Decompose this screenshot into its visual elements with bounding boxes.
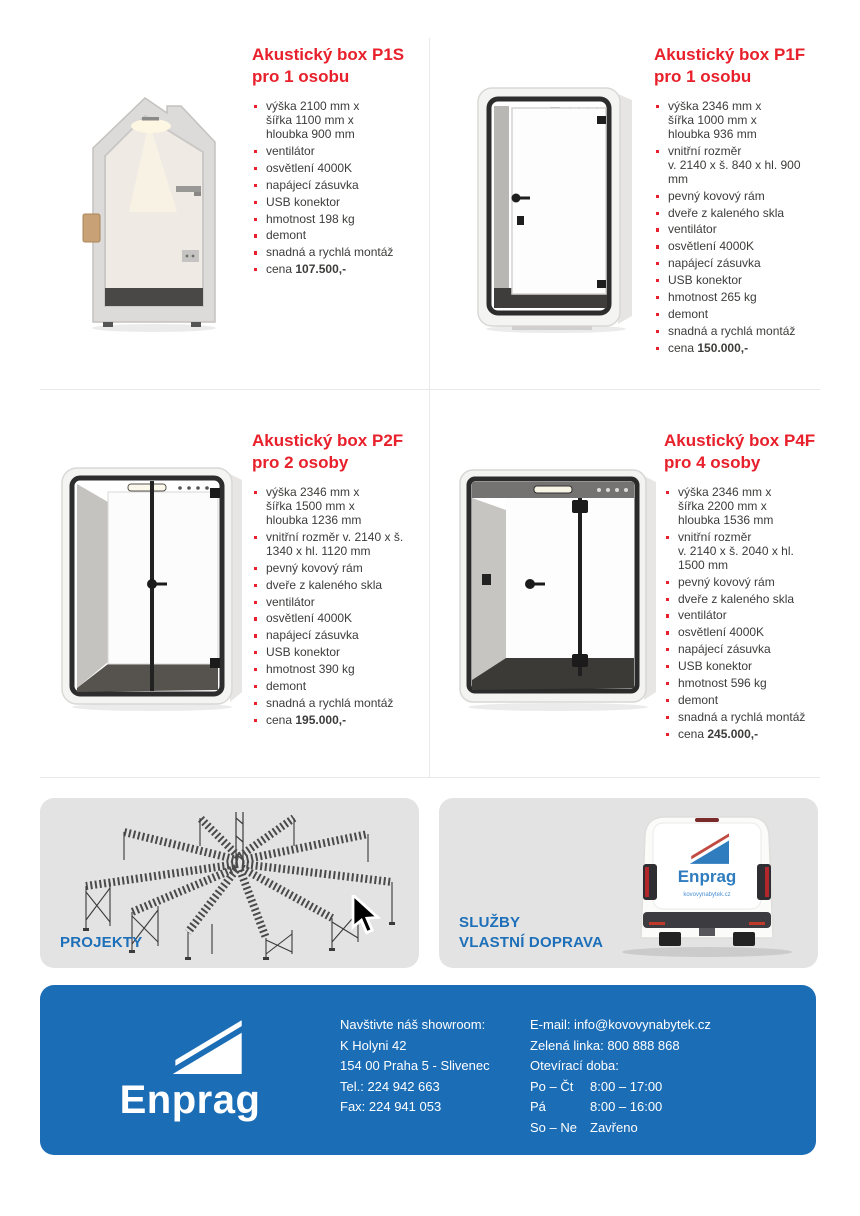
tile-projects[interactable]: [40, 798, 419, 968]
tile-services-label-line: SLUŽBY: [459, 914, 521, 931]
tile-services-label-line: VLASTNÍ DOPRAVA: [459, 933, 604, 951]
product-info: [252, 38, 430, 389]
product-feature: demont: [654, 308, 816, 322]
product-feature: dveře z kaleného skla: [654, 207, 816, 221]
product-feature: ventilátor: [252, 145, 426, 159]
booth-p1s-illustration: [79, 82, 229, 334]
product-feature: demont: [252, 680, 426, 694]
product-feature: výška 2346 mm x šířka 2200 mm x hloubka 1536 mm: [664, 486, 816, 528]
product-feature: napájecí zásuvka: [664, 643, 816, 657]
hours-row: Pá 8:00 – 16:00: [530, 1099, 663, 1115]
footer-showroom: [340, 985, 530, 1155]
product-feature: ventilátor: [252, 596, 426, 610]
product-feature: snadná a rychlá montáž: [664, 711, 816, 725]
footer-text-line: 154 00 Praha 5 - Slivenec: [340, 1058, 490, 1074]
product-feature: dveře z kaleného skla: [252, 579, 426, 593]
product-price: cena 107.500,-: [252, 263, 426, 277]
product-feature: hmotnost 596 kg: [664, 677, 816, 691]
product-info: [654, 38, 820, 389]
product-feature: USB konektor: [252, 646, 426, 660]
product-feature-list: [664, 486, 816, 742]
product-feature: hmotnost 265 kg: [654, 291, 816, 305]
product-feature: snadná a rychlá montáž: [654, 325, 816, 339]
product-feature: pevný kovový rám: [252, 562, 426, 576]
footer-text-line: Navštivte náš showroom:: [340, 1017, 486, 1032]
product-feature-list: [252, 486, 426, 728]
hours-row: Po – Čt 8:00 – 17:00: [530, 1078, 663, 1094]
product-feature: vnitřní rozměr v. 2140 x š. 2040 x hl. 1500 mm: [664, 531, 816, 573]
footer-contact-lines: [530, 1015, 816, 1077]
product-title: [654, 44, 816, 88]
product-price: cena 195.000,-: [252, 714, 426, 728]
product-title-line: pro 4 osoby: [664, 453, 761, 473]
product-feature: USB konektor: [664, 660, 816, 674]
product-image-p4f: [458, 390, 664, 777]
product-title: [252, 44, 426, 88]
product-feature: pevný kovový rám: [654, 190, 816, 204]
product-feature: osvětlení 4000K: [252, 612, 426, 626]
van-url-text: kovovynabytek.cz: [683, 892, 731, 898]
product-feature: výška 2346 mm x šířka 1000 mm x hloubka 936 mm: [654, 100, 816, 142]
tile-services-label: [459, 913, 603, 952]
products-row-1: [40, 38, 820, 390]
product-info: [252, 390, 430, 777]
product-title-line: pro 2 osoby: [252, 453, 349, 473]
footer-contact: [530, 985, 816, 1155]
booth-p2f-illustration: [58, 462, 250, 712]
product-feature-list: [654, 100, 816, 356]
product-feature: výška 2346 mm x šířka 1500 mm x hloubka 1236 mm: [252, 486, 426, 528]
product-feature: USB konektor: [654, 274, 816, 288]
product-feature: napájecí zásuvka: [252, 629, 426, 643]
product-title-line: Akustický box P1F: [654, 45, 806, 64]
product-image-p2f: [56, 390, 252, 777]
footer-text-line: E-mail: info@kovovynabytek.cz: [530, 1017, 711, 1032]
promo-tiles: [40, 798, 818, 968]
footer-text-line: Zelená linka: 800 888 868: [530, 1037, 680, 1053]
product-feature: napájecí zásuvka: [252, 179, 426, 193]
product-title-line: Akustický box P2F: [252, 431, 404, 450]
opening-hours: [530, 1077, 816, 1139]
van-brand-text: Enprag: [677, 867, 737, 886]
product-feature-list: [252, 100, 426, 277]
product-feature: demont: [252, 229, 426, 243]
delivery-van-illustration: [607, 804, 807, 962]
product-feature: osvětlení 4000K: [664, 626, 816, 640]
product-title-line: pro 1 osobu: [252, 67, 350, 87]
footer: [40, 985, 816, 1155]
product-feature: ventilátor: [654, 223, 816, 237]
product-feature: USB konektor: [252, 196, 426, 210]
product-info: [664, 390, 820, 777]
cursor-arrow-icon: [351, 895, 389, 939]
product-title: [252, 430, 426, 474]
product-feature: napájecí zásuvka: [654, 257, 816, 271]
product-card-p2f: [40, 390, 430, 777]
footer-text-line: K Holyni 42: [340, 1037, 407, 1053]
enprag-logo-text: Enprag: [119, 1077, 261, 1122]
hours-row: So – Ne Zavřeno: [530, 1119, 638, 1135]
products-row-2: [40, 390, 820, 778]
product-feature: pevný kovový rám: [664, 576, 816, 590]
product-title-line: Akustický box P4F: [664, 431, 816, 450]
enprag-triangle-icon: [151, 1018, 255, 1074]
product-feature: osvětlení 4000K: [654, 240, 816, 254]
footer-text-line: Fax: 224 941 053: [340, 1099, 442, 1115]
product-title: [664, 430, 816, 474]
product-feature: hmotnost 390 kg: [252, 663, 426, 677]
footer-text-line: Otevírací doba:: [530, 1058, 619, 1074]
product-card-p1f: [430, 38, 820, 389]
product-card-p1s: [40, 38, 430, 389]
product-price: cena 245.000,-: [664, 728, 816, 742]
product-feature: dveře z kaleného skla: [664, 593, 816, 607]
product-price: cena 150.000,-: [654, 342, 816, 356]
booth-p4f-illustration: [458, 462, 664, 712]
product-feature: výška 2100 mm x šířka 1100 mm x hloubka 900 mm: [252, 100, 426, 142]
product-feature: ventilátor: [664, 609, 816, 623]
product-image-p1s: [56, 38, 252, 389]
tile-services[interactable]: [439, 798, 818, 968]
product-title-line: pro 1 osobu: [654, 67, 752, 87]
product-feature: osvětlení 4000K: [252, 162, 426, 176]
booth-p1f-illustration: [472, 82, 640, 334]
footer-text-line: Tel.: 224 942 663: [340, 1078, 440, 1094]
product-feature: snadná a rychlá montáž: [252, 697, 426, 711]
product-feature: vnitřní rozměr v. 2140 x š. 840 x hl. 900 mm: [654, 145, 816, 187]
products-grid: [40, 38, 820, 778]
product-image-p1f: [458, 38, 654, 389]
product-feature: demont: [664, 694, 816, 708]
product-feature: hmotnost 198 kg: [252, 213, 426, 227]
tile-projects-label: PROJEKTY: [60, 933, 143, 951]
product-feature: snadná a rychlá montáž: [252, 246, 426, 260]
product-title-line: Akustický box P1S: [252, 45, 405, 64]
enprag-logo: [40, 985, 340, 1155]
product-feature: vnitřní rozměr v. 2140 x š. 1340 x hl. 1120 mm: [252, 531, 426, 559]
product-card-p4f: [430, 390, 820, 777]
